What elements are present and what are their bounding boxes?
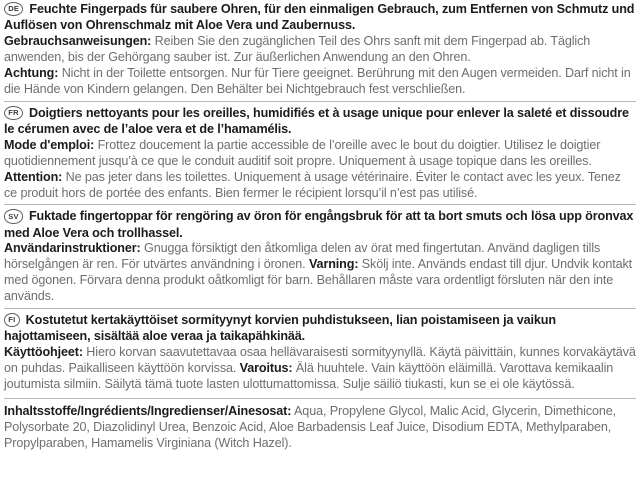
language-section-de bbox=[4, 2, 636, 101]
section-sv-headline: Fuktade fingertoppar för rengöring av öron för engångsbruk för att ta bort smuts och lösa upp öronvax med Aloe Vera och trollhassel. bbox=[4, 209, 634, 240]
language-badge-fi: FI bbox=[4, 313, 20, 327]
section-fi-warning-body: Älä huuhtele. Vain käyttöön eläimillä. Varottava kemikaalin joutumista silmiin. Säilytä tämä tuote lasten ulottumattomissa. Sulje säiliö tiukasti, kun se ei ole käytössä. bbox=[4, 361, 614, 392]
ingredients-paragraph bbox=[4, 404, 636, 452]
section-fr-directions-body: Frottez doucement la partie accessible de l’oreille avec le bout du doigtier. Utilisez le doigtier quotidiennement jusqu’à ce que le conduit auditif soit propre. Uniquement à usage topique dans les oreilles. bbox=[4, 137, 601, 168]
ingredients-label: Inhaltsstoffe/Ingrédients/Ingredienser/Ainesosat: bbox=[4, 403, 292, 418]
language-badge-sv: SV bbox=[4, 209, 23, 223]
ingredients-list: Aqua, Propylene Glycol, Malic Acid, Glycerin, Dimethicone, Polysorbate 20, Diazolidinyl Urea, Benzoic Acid, Aloe Barbadensis Leaf Juice, Disodium EDTA, Methylparaben, Propylparaben, Hamamelis Virginiana (Witch Hazel). bbox=[4, 403, 617, 450]
section-fr-warning-body: Ne pas jeter dans les toilettes. Uniquement à usage vétérinaire. Éviter le contact avec les yeux. Tenez ce produit hors de portée des enfants. Bien fermer le récipient lorsqu’il n’est pas utilisé. bbox=[4, 169, 621, 200]
section-de-paragraph bbox=[4, 2, 636, 98]
section-fr-paragraph bbox=[4, 106, 636, 202]
section-sv-directions-body: Gnugga försiktigt den åtkomliga delen av örat med fingertutan. Använd dagligen tills hörselgången är ren. För utvärtes användning i öronen. bbox=[4, 241, 601, 272]
section-sv-directions-label: Användarinstruktioner: bbox=[4, 241, 141, 256]
section-fi-paragraph bbox=[4, 313, 636, 393]
language-badge-fr: FR bbox=[4, 106, 23, 120]
section-de-warning-body: Nicht in der Toilette entsorgen. Nur für Tiere geeignet. Berührung mit den Augen vermeiden. Darf nicht in die Hände von Kindern gelangen. Den Behälter bei Nichtgebrauch fest verschließen. bbox=[4, 65, 631, 96]
section-de-directions-body: Reiben Sie den zugänglichen Teil des Ohrs sanft mit dem Fingerpad ab. Täglich anwenden, bis der Gehörgang sauber ist. Zur äußerlichen Anwendung an den Ohren. bbox=[4, 34, 591, 64]
section-fr-warning-label: Attention: bbox=[4, 169, 63, 184]
section-sv-warning-body: Skölj inte. Används endast till djur. Undvik kontakt med ögonen. Förvara denna produkt oåtkomligt för barn. Behållaren måste vara ordentligt försluten när den inte används. bbox=[4, 257, 633, 304]
section-fi-headline: Kostutetut kertakäyttöiset sormityynyt korvien puhdistukseen, lian poistamiseen ja vaikun hajottamiseen, sisältää aloe veraa ja taikapähkinää. bbox=[4, 313, 556, 344]
section-fi-directions-label: Käyttöohjeet: bbox=[4, 345, 83, 360]
section-de-directions-label: Gebrauchsanweisungen: bbox=[4, 34, 152, 49]
ingredients-section bbox=[4, 398, 636, 452]
language-badge-de: DE bbox=[4, 2, 23, 16]
section-fi-warning-label: Varoitus: bbox=[239, 361, 293, 376]
language-section-fr bbox=[4, 101, 636, 205]
section-de-headline: Feuchte Fingerpads für saubere Ohren, für den einmaligen Gebrauch, zum Entfernen von Schmutz und Auflösen von Ohrenschmalz mit Aloe Vera und Zaubernuss. bbox=[4, 2, 635, 33]
section-fi-directions-body: Hiero korvan saavutettavaa osaa hellävaraisesti sormityynyllä. Käytä päivittäin, kunnes korvakäytävä on puhdas. Paikalliseen käyttöön korvissa. bbox=[4, 345, 636, 376]
section-de-warning-label: Achtung: bbox=[4, 65, 59, 80]
section-sv-warning-label: Varning: bbox=[308, 257, 359, 272]
section-fr-directions-label: Mode d'emploi: bbox=[4, 137, 95, 152]
language-section-sv bbox=[4, 204, 636, 308]
section-fr-headline: Doigtiers nettoyants pour les oreilles, humidifiés et à usage unique pour enlever la saleté et dissoudre le cérumen avec de l’aloe vera et de l’hamamélis. bbox=[4, 105, 629, 136]
section-sv-paragraph bbox=[4, 209, 636, 305]
language-section-fi bbox=[4, 308, 636, 396]
